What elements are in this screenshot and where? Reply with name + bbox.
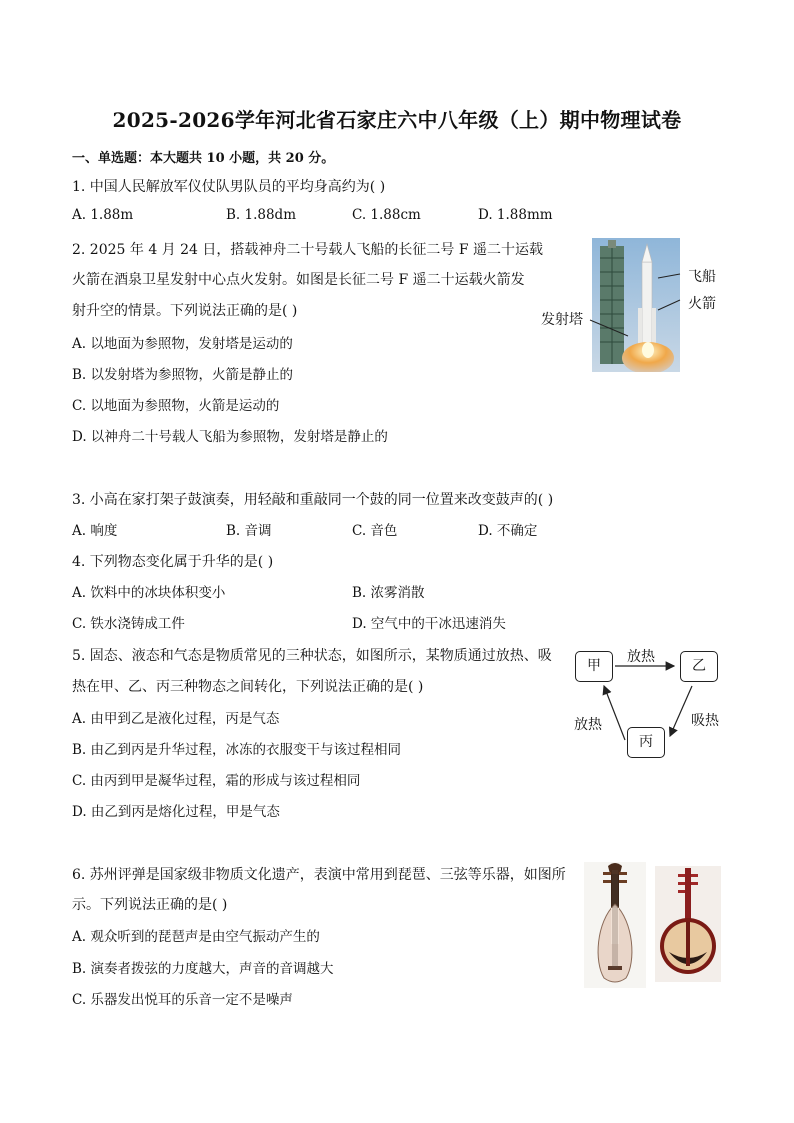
state-bing-box: 丙: [627, 727, 665, 758]
question-1-stem: 1. 中国人民解放军仪仗队男队员的平均身高约为( ): [72, 179, 386, 195]
label-release-heat-2: 放热: [574, 717, 602, 733]
q2-option-b[interactable]: B. 以发射塔为参照物，火箭是静止的: [72, 367, 294, 383]
q4-option-b[interactable]: B. 浓雾消散: [352, 585, 425, 601]
question-2-stem-line3: 射升空的情景。下列说法正确的是( ): [72, 303, 298, 319]
question-5-stem-line2: 热在甲、乙、丙三种物态之间转化，下列说法正确的是( ): [72, 679, 424, 695]
q6-option-b[interactable]: B. 演奏者拨弦的力度越大，声音的音调越大: [72, 961, 334, 977]
q5-option-c[interactable]: C. 由丙到甲是凝华过程，霜的形成与该过程相同: [72, 773, 361, 789]
q5-option-a[interactable]: A. 由甲到乙是液化过程，丙是气态: [72, 711, 280, 727]
q3-option-a[interactable]: A. 响度: [72, 523, 118, 539]
question-4-stem: 4. 下列物态变化属于升华的是( ): [72, 554, 274, 570]
q4-option-a[interactable]: A. 饮料中的冰块体积变小: [72, 585, 226, 601]
state-yi-box: 乙: [680, 651, 718, 682]
section-heading: 一、单选题：本大题共 10 小题，共 20 分。: [72, 151, 335, 166]
q2-option-d[interactable]: D. 以神舟二十号载人飞船为参照物，发射塔是静止的: [72, 429, 388, 445]
pipa-illustration: [584, 862, 646, 988]
question-2-stem-line2: 火箭在酒泉卫星发射中心点火发射。如图是长征二号 F 遥二十运载火箭发: [72, 272, 525, 288]
sanxian-illustration: [655, 866, 721, 982]
label-ship: 飞船: [688, 269, 716, 285]
q1-option-d[interactable]: D. 1.88mm: [478, 207, 553, 223]
question-6-stem-line1: 6. 苏州评弹是国家级非物质文化遗产，表演中常用到琵琶、三弦等乐器，如图所: [72, 867, 566, 883]
q3-option-b[interactable]: B. 音调: [226, 523, 272, 539]
q1-option-b[interactable]: B. 1.88dm: [226, 207, 297, 223]
label-release-heat-1: 放热: [627, 649, 655, 665]
page-title: 2025-2026学年河北省石家庄六中八年级（上）期中物理试卷: [112, 108, 682, 132]
question-6-stem-line2: 示。下列说法正确的是( ): [72, 897, 228, 913]
q4-option-c[interactable]: C. 铁水浇铸成工件: [72, 616, 185, 632]
q3-option-c[interactable]: C. 音色: [352, 523, 398, 539]
q2-option-c[interactable]: C. 以地面为参照物，火箭是运动的: [72, 398, 280, 414]
q2-option-a[interactable]: A. 以地面为参照物，发射塔是运动的: [72, 336, 293, 352]
state-jia-box: 甲: [575, 651, 613, 682]
q3-option-d[interactable]: D. 不确定: [478, 523, 538, 539]
q5-option-b[interactable]: B. 由乙到丙是升华过程，冰冻的衣服变干与该过程相同: [72, 742, 402, 758]
question-2-stem-line1: 2. 2025 年 4 月 24 日，搭载神舟二十号载人飞船的长征二号 F 遥二十运载: [72, 242, 544, 258]
label-tower: 发射塔: [541, 312, 583, 328]
q6-option-c[interactable]: C. 乐器发出悦耳的乐音一定不是噪声: [72, 992, 293, 1008]
label-rocket: 火箭: [688, 296, 716, 312]
rocket-leader-lines: [540, 262, 690, 342]
q6-option-a[interactable]: A. 观众听到的琵琶声是由空气振动产生的: [72, 929, 320, 945]
q4-option-d[interactable]: D. 空气中的干冰迅速消失: [352, 616, 506, 632]
q1-option-a[interactable]: A. 1.88m: [72, 207, 134, 223]
q5-option-d[interactable]: D. 由乙到丙是熔化过程，甲是气态: [72, 804, 280, 820]
question-3-stem: 3. 小高在家打架子鼓演奏，用轻敲和重敲同一个鼓的同一位置来改变鼓声的( ): [72, 492, 554, 508]
question-5-stem-line1: 5. 固态、液态和气态是物质常见的三种状态，如图所示，某物质通过放热、吸: [72, 648, 552, 664]
label-absorb-heat: 吸热: [691, 713, 719, 729]
q1-option-c[interactable]: C. 1.88cm: [352, 207, 421, 223]
